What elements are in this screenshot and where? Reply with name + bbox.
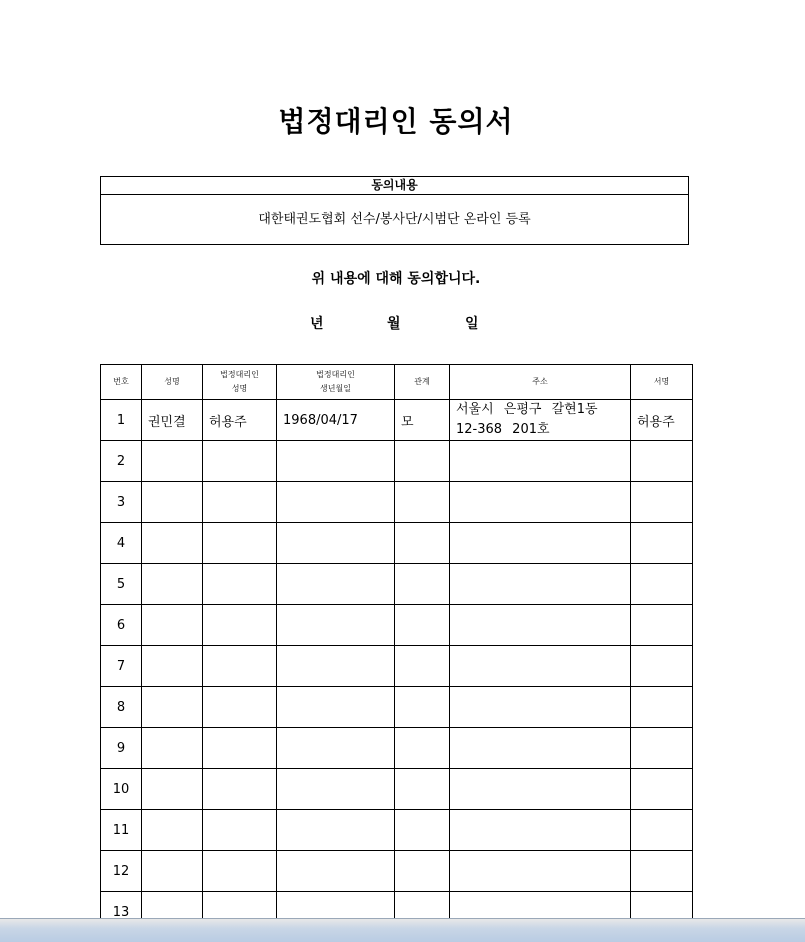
header-address: 주소 <box>450 365 631 400</box>
table-row <box>101 523 693 564</box>
cell-no: 11 <box>101 810 142 851</box>
table-row <box>101 728 693 769</box>
cell-no: 3 <box>101 482 142 523</box>
table-row <box>101 605 693 646</box>
header-guardian-name-line2: 성명 <box>231 384 248 393</box>
header-signature: 서명 <box>631 365 693 400</box>
table-row <box>101 564 693 605</box>
cell-guardian-birth: 1968/04/17 <box>277 400 395 441</box>
cell-no: 7 <box>101 646 142 687</box>
cell-address-line2: 12-368 201호 <box>456 422 550 437</box>
cell-no: 5 <box>101 564 142 605</box>
table-row <box>101 482 693 523</box>
agree-statement: 위 내용에 대해 동의합니다. <box>311 271 481 287</box>
cell-no: 2 <box>101 441 142 482</box>
header-guardian-name <box>203 365 277 400</box>
date-day-label: 일 <box>465 316 479 332</box>
cell-name: 권민결 <box>142 400 203 441</box>
date-year-label: 년 <box>310 316 324 332</box>
date-month-label: 월 <box>387 316 401 332</box>
header-guardian-birth <box>277 365 395 400</box>
header-guardian-name-line1: 법정대리인 <box>220 370 259 379</box>
table-row <box>101 810 693 851</box>
header-guardian-birth-line2: 생년월일 <box>320 384 351 393</box>
table-row <box>101 687 693 728</box>
header-guardian-birth-line1: 법정대리인 <box>316 370 355 379</box>
cell-no: 9 <box>101 728 142 769</box>
header-no: 번호 <box>101 365 142 400</box>
cell-no: 8 <box>101 687 142 728</box>
consent-text: 대한태권도협회 선수/봉사단/시범단 온라인 등록 <box>258 212 531 227</box>
table-row <box>101 892 693 919</box>
table-row <box>101 646 693 687</box>
table-row <box>101 769 693 810</box>
header-relation: 관계 <box>395 365 450 400</box>
cell-no: 1 <box>101 400 142 441</box>
table-row <box>101 400 693 441</box>
consent-header: 동의내용 <box>101 177 688 195</box>
cell-relation: 모 <box>395 400 450 441</box>
cell-no: 10 <box>101 769 142 810</box>
document-title: 법정대리인 동의서 <box>278 105 514 138</box>
window-bottom-bar <box>0 918 805 942</box>
table-header-row <box>101 365 693 400</box>
cell-no: 13 <box>101 892 142 919</box>
consent-box <box>100 176 689 245</box>
cell-no: 6 <box>101 605 142 646</box>
table-row <box>101 441 693 482</box>
cell-no: 4 <box>101 523 142 564</box>
cell-signature: 허용주 <box>631 400 693 441</box>
signature-table <box>100 364 693 918</box>
cell-address-line1: 서울시 은평구 갈현1동 <box>456 402 598 417</box>
header-name: 성명 <box>142 365 203 400</box>
cell-no: 12 <box>101 851 142 892</box>
cell-guardian-name: 허용주 <box>203 400 277 441</box>
table-row <box>101 851 693 892</box>
cell-address <box>450 400 631 441</box>
